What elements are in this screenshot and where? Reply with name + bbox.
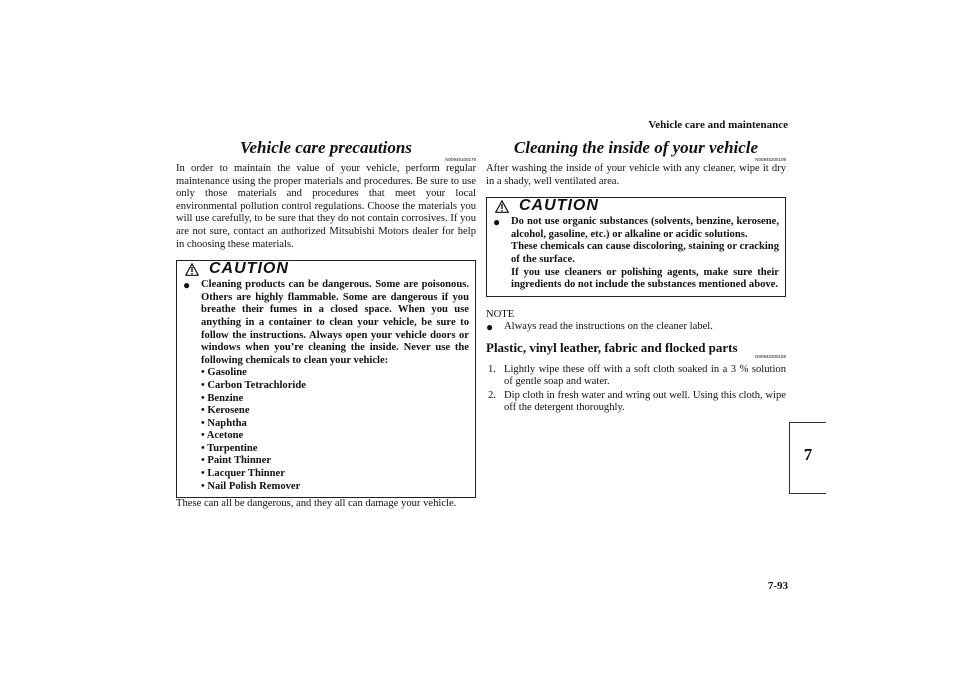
- note-title: NOTE: [486, 308, 515, 320]
- caution-text: Cleaning products can be dangerous. Some are poisonous. Others are highly flammable. Some are dangerous if you breathe their fumes in a closed space. When you use anything in a container to clean your vehicle, be sure to follow the instructions. Always open your vehicle doors or windows when you’re cleaning the inside. Never use the following chemicals to clean your vehicle:: [201, 279, 469, 366]
- running-header: Vehicle care and maintenance: [648, 119, 788, 131]
- subsection-code: N00945300168: [755, 353, 786, 359]
- caution-header: [185, 260, 469, 278]
- list-item: • Nail Polish Remover: [201, 481, 469, 494]
- list-item: • Carbon Tetrachloride: [201, 380, 469, 393]
- caution-label: CAUTION: [519, 197, 599, 215]
- section-title-cleaning-inside: Cleaning the inside of your vehicle: [513, 138, 759, 157]
- list-item: • Acetone: [201, 430, 469, 443]
- step-number: 1.: [488, 363, 496, 375]
- step-text: Lightly wipe these off with a soft cloth soaked in a 3 % solution of gentle soap and water.: [504, 363, 786, 388]
- steps-list: [486, 364, 786, 415]
- caution-item: [493, 216, 779, 292]
- chemical-list: [201, 367, 469, 493]
- page-number: 7-93: [767, 580, 788, 592]
- list-item: • Benzine: [201, 393, 469, 406]
- list-item: • Naphtha: [201, 418, 469, 431]
- bullet-icon: ●: [183, 278, 191, 293]
- intro-paragraph: After washing the inside of your vehicle with any cleaner, wipe it dry in a shady, well ventilated area.: [486, 163, 786, 187]
- caution-item: [183, 279, 469, 493]
- chapter-tab: [789, 422, 826, 494]
- caution-line: These chemicals can cause discoloring, staining or cracking of the surface.: [511, 241, 779, 265]
- left-column: [176, 138, 476, 511]
- caution-line: If you use cleaners or polishing agents, make sure their ingredients do not include the substances mentioned above.: [511, 266, 779, 291]
- step-text: Dip cloth in fresh water and wring out well. Using this cloth, wipe off the detergent thoroughly.: [504, 389, 786, 414]
- warning-triangle-icon: [185, 263, 199, 276]
- closing-paragraph: These can all be dangerous, and they all can damage your vehicle.: [176, 498, 457, 510]
- list-item: • Lacquer Thinner: [201, 468, 469, 481]
- list-item: • Gasoline: [201, 367, 469, 380]
- section-code: N00945100179: [445, 157, 476, 162]
- bullet-icon: ●: [493, 215, 501, 230]
- caution-box: [486, 197, 786, 297]
- list-item: [486, 390, 786, 415]
- list-item: [486, 364, 786, 389]
- section-title-vehicle-care: Vehicle care precautions: [240, 138, 412, 157]
- list-item: • Turpentine: [201, 443, 469, 456]
- step-number: 2.: [488, 389, 496, 401]
- caution-box: [176, 260, 476, 498]
- warning-triangle-icon: [495, 200, 509, 213]
- section-code: N00945200109: [755, 157, 786, 162]
- subsection-title: Plastic, vinyl leather, fabric and flocked parts: [486, 339, 738, 355]
- caution-label: CAUTION: [209, 260, 289, 278]
- intro-paragraph: In order to maintain the value of your vehicle, perform regular maintenance using the proper materials and procedures. Be sure to use only those materials and procedures that meet your local environmental pollution control regulations. Choose the materials you will use carefully, to be sure that they do not contain corrosives. If you are not sure, contact an authorized Mitsubishi Motors dealer for help in choosing these materials.: [176, 163, 476, 250]
- chapter-number: 7: [803, 445, 813, 464]
- caution-header: [495, 197, 779, 215]
- bullet-icon: ●: [486, 320, 494, 335]
- right-column: [486, 138, 786, 416]
- note-text: Always read the instructions on the cleaner label.: [504, 321, 713, 333]
- caution-line: Do not use organic substances (solvents, benzine, kerosene, alcohol, gasoline, etc.) or alkaline or acidic solutions.: [511, 216, 779, 240]
- note-item: [486, 321, 786, 334]
- list-item: • Paint Thinner: [201, 455, 469, 468]
- list-item: • Kerosene: [201, 405, 469, 418]
